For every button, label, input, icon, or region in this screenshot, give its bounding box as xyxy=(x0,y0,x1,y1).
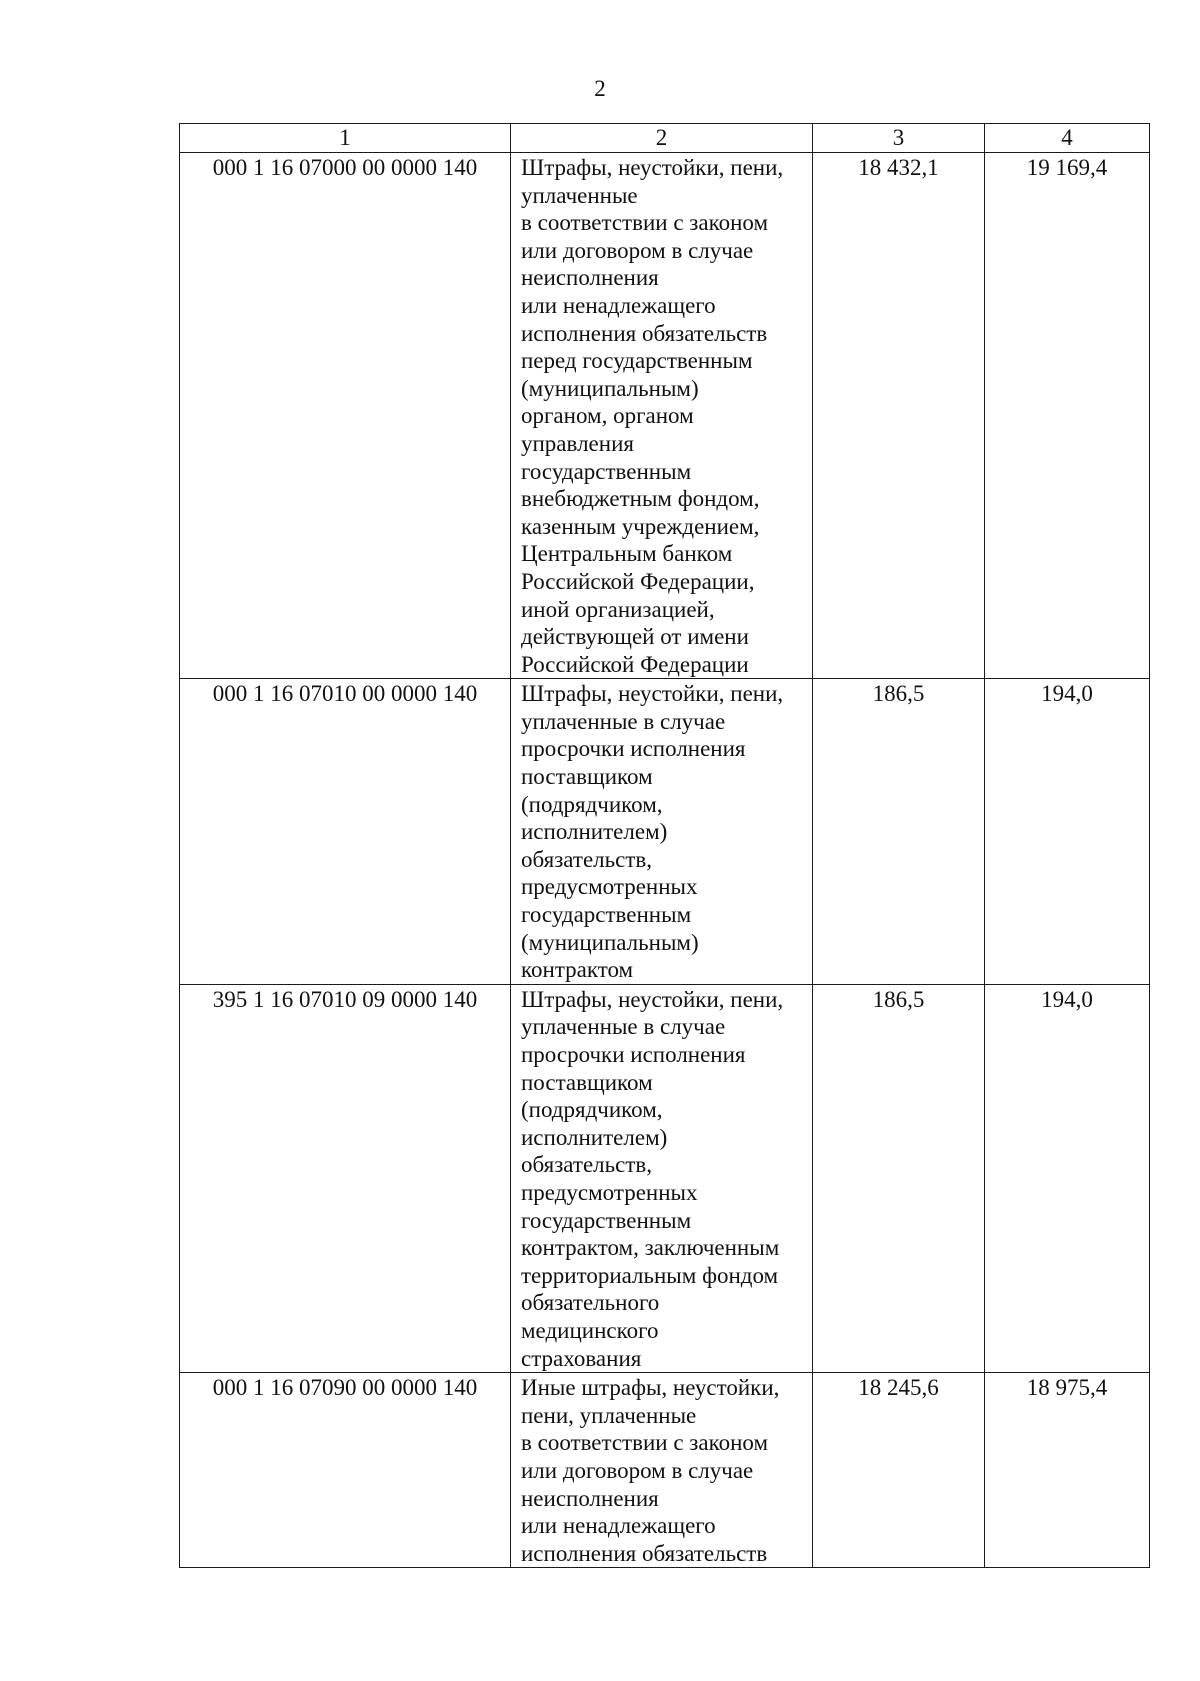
revenue-name-line: неисполнения xyxy=(521,1485,659,1511)
amount-col4-cell: 19 169,4 xyxy=(985,153,1150,679)
amount-col3-cell: 18 432,1 xyxy=(813,153,985,679)
revenue-name-line: неисполнения xyxy=(521,265,659,291)
revenue-name-line: иной организацией, xyxy=(521,596,715,622)
revenue-name-line: государственным xyxy=(521,458,692,484)
revenue-name-line: Штрафы, неустойки, пени, xyxy=(521,681,784,707)
revenue-name-line: пени, уплаченные xyxy=(521,1402,697,1428)
table-row xyxy=(180,153,1150,679)
revenue-name-line: Российской Федерации xyxy=(521,651,749,677)
revenue-name-line: медицинского xyxy=(521,1317,659,1343)
revenue-name-line: просрочки исполнения xyxy=(521,1042,746,1067)
kbk-code-cell: 395 1 16 07010 09 0000 140 xyxy=(180,984,511,1372)
revenue-name-line: территориальным фондом xyxy=(521,1262,779,1288)
revenue-name-line: обязательного xyxy=(521,1290,660,1316)
revenue-name-line: исполнителем) xyxy=(521,1124,668,1150)
revenue-name-line: страхования xyxy=(521,1345,642,1371)
revenue-name-line: в соответствии с законом xyxy=(521,1430,769,1456)
kbk-code-cell: 000 1 16 07000 00 0000 140 xyxy=(180,153,511,679)
revenue-name-line: поставщиком xyxy=(521,764,653,790)
revenue-name-line: или ненадлежащего xyxy=(521,1513,716,1539)
amount-col4-cell: 18 975,4 xyxy=(985,1373,1150,1568)
revenue-name-line: (подрядчиком, xyxy=(521,1097,663,1123)
revenue-name-line: контрактом xyxy=(521,957,634,983)
revenue-name-line: поставщиком xyxy=(521,1069,653,1095)
table-row xyxy=(180,1373,1150,1568)
revenue-name-line: (муниципальным) xyxy=(521,929,699,955)
revenue-name-line: внебюджетным фондом, xyxy=(521,486,760,512)
amount-col3-cell: 18 245,6 xyxy=(813,1373,985,1568)
header-cell-1: 1 xyxy=(180,124,511,153)
revenue-name-line: перед государственным xyxy=(521,348,753,374)
revenue-name-line: (муниципальным) xyxy=(521,375,699,401)
revenue-name-line: государственным xyxy=(521,1207,692,1233)
header-cell-4: 4 xyxy=(985,124,1150,153)
revenue-name-line: или договором в случае xyxy=(521,237,754,263)
revenue-name-line: Центральным банком xyxy=(521,541,733,567)
header-cell-3: 3 xyxy=(813,124,985,153)
revenue-name-line: исполнения обязательств xyxy=(521,320,768,346)
revenue-name-line: Штрафы, неустойки, пени, xyxy=(521,155,784,180)
revenue-name-line: исполнения обязательств xyxy=(521,1540,768,1566)
revenue-name-line: исполнителем) xyxy=(521,819,668,845)
revenue-name-line: контрактом, заключенным xyxy=(521,1235,780,1261)
table-row xyxy=(180,984,1150,1372)
amount-col3-cell: 186,5 xyxy=(813,679,985,985)
revenue-name-cell xyxy=(511,984,813,1372)
revenue-name-line: предусмотренных xyxy=(521,1179,698,1205)
revenue-name-line: казенным учреждением, xyxy=(521,513,760,539)
revenue-name-cell xyxy=(511,153,813,679)
revenue-name-line: управления xyxy=(521,430,634,456)
header-cell-2: 2 xyxy=(511,124,813,153)
revenue-name-cell xyxy=(511,1373,813,1568)
amount-col4-cell: 194,0 xyxy=(985,679,1150,985)
revenue-name-line: в соответствии с законом xyxy=(521,210,769,236)
header-row xyxy=(180,124,1150,153)
page-number: 2 xyxy=(594,76,606,101)
revenue-name-line: государственным xyxy=(521,902,692,928)
revenue-name-line: или ненадлежащего xyxy=(521,292,716,318)
revenue-name-line: органом, органом xyxy=(521,403,694,429)
amount-col4-cell: 194,0 xyxy=(985,984,1150,1372)
revenue-name-line: просрочки исполнения xyxy=(521,736,746,762)
revenue-name-line: Иные штрафы, неустойки, xyxy=(521,1375,780,1401)
revenue-name-cell xyxy=(511,679,813,985)
revenue-name-line: предусмотренных xyxy=(521,874,698,900)
revenue-name-line: уплаченные в случае xyxy=(521,1014,726,1040)
kbk-code-cell: 000 1 16 07010 00 0000 140 xyxy=(180,679,511,985)
revenue-name-line: или договором в случае xyxy=(521,1457,754,1483)
revenue-name-line: (подрядчиком, xyxy=(521,791,663,817)
revenue-name-line: действующей от имени xyxy=(521,624,749,650)
revenue-table xyxy=(179,123,1150,1568)
kbk-code-cell: 000 1 16 07090 00 0000 140 xyxy=(180,1373,511,1568)
revenue-name-line: обязательств, xyxy=(521,846,653,872)
table-row xyxy=(180,679,1150,985)
revenue-name-line: уплаченные в случае xyxy=(521,708,726,734)
revenue-name-line: Российской Федерации, xyxy=(521,568,755,594)
revenue-name-line: уплаченные xyxy=(521,182,638,208)
revenue-name-line: обязательств, xyxy=(521,1152,653,1178)
revenue-name-line: Штрафы, неустойки, пени, xyxy=(521,986,784,1012)
amount-col3-cell: 186,5 xyxy=(813,984,985,1372)
